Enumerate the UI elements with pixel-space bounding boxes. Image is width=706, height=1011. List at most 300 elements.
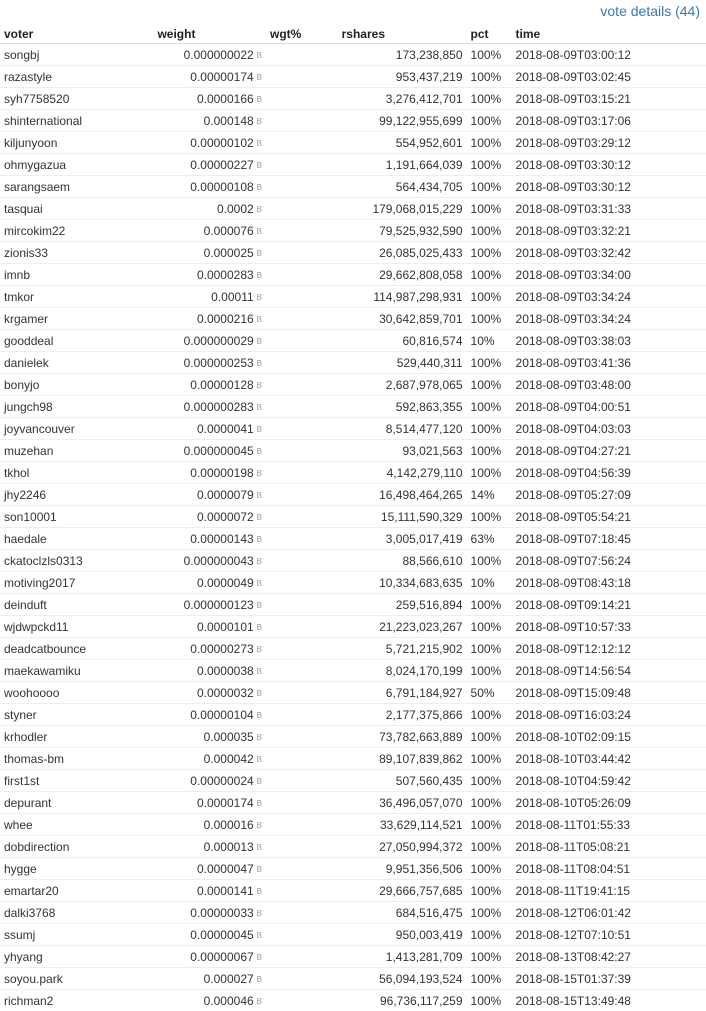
weight-unit: B: [257, 381, 262, 390]
rshares-cell: 953,437,219: [338, 66, 467, 88]
weight-cell: [153, 396, 266, 418]
wgt-pct-cell: [266, 440, 338, 462]
pct-cell: 100%: [467, 242, 512, 264]
pct-cell: 100%: [467, 902, 512, 924]
weight-unit: B: [257, 733, 262, 742]
weight-value: 0.0000166: [197, 92, 254, 106]
weight-value: 0.000046: [204, 994, 254, 1008]
weight-cell: [153, 352, 266, 374]
votes-table: [0, 24, 706, 1011]
weight-cell: [153, 836, 266, 858]
pct-cell: 10%: [467, 572, 512, 594]
pct-cell: 100%: [467, 748, 512, 770]
weight-unit: B: [257, 667, 262, 676]
weight-value: 0.00000102: [190, 136, 253, 150]
weight-unit: B: [257, 931, 262, 940]
weight-cell: [153, 66, 266, 88]
voter-name[interactable]: krhodler: [0, 726, 153, 748]
table-row: [0, 968, 706, 990]
weight-value: 0.0000283: [197, 268, 254, 282]
time-cell: 2018-08-11T19:41:15: [512, 880, 706, 902]
voter-name[interactable]: soyou.park: [0, 968, 153, 990]
weight-cell: [153, 132, 266, 154]
voter-name[interactable]: tasquai: [0, 198, 153, 220]
voter-name[interactable]: styner: [0, 704, 153, 726]
voter-name[interactable]: dobdirection: [0, 836, 153, 858]
wgt-pct-cell: [266, 594, 338, 616]
column-header-wgt-pct: wgt%: [266, 24, 338, 44]
time-cell: 2018-08-09T07:18:45: [512, 528, 706, 550]
table-row: [0, 792, 706, 814]
weight-value: 0.0000174: [197, 796, 254, 810]
rshares-cell: 2,687,978,065: [338, 374, 467, 396]
wgt-pct-cell: [266, 748, 338, 770]
table-row: [0, 440, 706, 462]
rshares-cell: 3,005,017,419: [338, 528, 467, 550]
rshares-cell: 96,736,117,259: [338, 990, 467, 1011]
table-row: [0, 308, 706, 330]
time-cell: 2018-08-15T01:37:39: [512, 968, 706, 990]
rshares-cell: 8,514,477,120: [338, 418, 467, 440]
time-cell: 2018-08-09T03:34:24: [512, 308, 706, 330]
weight-cell: [153, 924, 266, 946]
pct-cell: 100%: [467, 946, 512, 968]
table-row: [0, 418, 706, 440]
weight-unit: B: [257, 755, 262, 764]
rshares-cell: 114,987,298,931: [338, 286, 467, 308]
time-cell: 2018-08-11T05:08:21: [512, 836, 706, 858]
voter-name[interactable]: danielek: [0, 352, 153, 374]
table-row: [0, 660, 706, 682]
column-header-voter: voter: [0, 24, 153, 44]
rshares-cell: 6,791,184,927: [338, 682, 467, 704]
voter-name[interactable]: motiving2017: [0, 572, 153, 594]
weight-unit: B: [257, 469, 262, 478]
weight-unit: B: [257, 491, 262, 500]
table-row: [0, 198, 706, 220]
weight-value: 0.0000038: [197, 664, 254, 678]
table-row: [0, 748, 706, 770]
weight-value: 0.00000067: [190, 950, 253, 964]
time-cell: 2018-08-09T03:29:12: [512, 132, 706, 154]
voter-name[interactable]: gooddeal: [0, 330, 153, 352]
voter-name[interactable]: razastyle: [0, 66, 153, 88]
wgt-pct-cell: [266, 990, 338, 1011]
wgt-pct-cell: [266, 198, 338, 220]
wgt-pct-cell: [266, 132, 338, 154]
voter-name[interactable]: haedale: [0, 528, 153, 550]
weight-cell: [153, 792, 266, 814]
weight-value: 0.0000072: [197, 510, 254, 524]
time-cell: 2018-08-13T08:42:27: [512, 946, 706, 968]
table-row: [0, 286, 706, 308]
table-row: [0, 572, 706, 594]
wgt-pct-cell: [266, 88, 338, 110]
weight-unit: B: [257, 403, 262, 412]
weight-value: 0.00000104: [190, 708, 253, 722]
pct-cell: 100%: [467, 726, 512, 748]
time-cell: 2018-08-09T04:00:51: [512, 396, 706, 418]
weight-cell: [153, 704, 266, 726]
voter-name[interactable]: shinternational: [0, 110, 153, 132]
table-row: [0, 132, 706, 154]
rshares-cell: 93,021,563: [338, 440, 467, 462]
time-cell: 2018-08-09T10:57:33: [512, 616, 706, 638]
rshares-cell: 1,191,664,039: [338, 154, 467, 176]
wgt-pct-cell: [266, 836, 338, 858]
voter-name[interactable]: muzehan: [0, 440, 153, 462]
pct-cell: 100%: [467, 132, 512, 154]
weight-cell: [153, 550, 266, 572]
wgt-pct-cell: [266, 242, 338, 264]
weight-value: 0.0002: [217, 202, 254, 216]
voter-name[interactable]: deinduft: [0, 594, 153, 616]
pct-cell: 100%: [467, 66, 512, 88]
weight-value: 0.00000227: [190, 158, 253, 172]
voter-name[interactable]: maekawamiku: [0, 660, 153, 682]
table-row: [0, 220, 706, 242]
table-row: [0, 374, 706, 396]
weight-unit: B: [257, 425, 262, 434]
voter-name[interactable]: ckatoclzls0313: [0, 550, 153, 572]
table-row: [0, 484, 706, 506]
pct-cell: 100%: [467, 198, 512, 220]
weight-cell: [153, 220, 266, 242]
wgt-pct-cell: [266, 572, 338, 594]
time-cell: 2018-08-09T04:03:03: [512, 418, 706, 440]
rshares-cell: 684,516,475: [338, 902, 467, 924]
rshares-cell: 26,085,025,433: [338, 242, 467, 264]
pct-cell: 100%: [467, 550, 512, 572]
weight-cell: [153, 440, 266, 462]
weight-value: 0.000000022: [184, 48, 254, 62]
weight-unit: B: [257, 139, 262, 148]
wgt-pct-cell: [266, 792, 338, 814]
weight-unit: B: [257, 777, 262, 786]
rshares-cell: 592,863,355: [338, 396, 467, 418]
weight-unit: B: [257, 689, 262, 698]
voter-name[interactable]: ssumj: [0, 924, 153, 946]
weight-value: 0.0000079: [197, 488, 254, 502]
weight-value: 0.0000216: [197, 312, 254, 326]
voter-name[interactable]: songbj: [0, 44, 153, 66]
rshares-cell: 60,816,574: [338, 330, 467, 352]
rshares-cell: 15,111,590,329: [338, 506, 467, 528]
weight-unit: B: [257, 227, 262, 236]
voter-name[interactable]: richman2: [0, 990, 153, 1011]
pct-cell: 14%: [467, 484, 512, 506]
table-row: [0, 594, 706, 616]
voter-name[interactable]: joyvancouver: [0, 418, 153, 440]
voter-name[interactable]: jhy2246: [0, 484, 153, 506]
pct-cell: 100%: [467, 924, 512, 946]
rshares-cell: 4,142,279,110: [338, 462, 467, 484]
weight-cell: [153, 638, 266, 660]
time-cell: 2018-08-09T03:30:12: [512, 176, 706, 198]
rshares-cell: 56,094,193,524: [338, 968, 467, 990]
weight-unit: B: [257, 117, 262, 126]
wgt-pct-cell: [266, 286, 338, 308]
rshares-cell: 564,434,705: [338, 176, 467, 198]
wgt-pct-cell: [266, 418, 338, 440]
pct-cell: 63%: [467, 528, 512, 550]
weight-value: 0.00011: [211, 290, 254, 304]
pct-cell: 100%: [467, 770, 512, 792]
weight-unit: B: [257, 447, 262, 456]
weight-unit: B: [257, 249, 262, 258]
weight-unit: B: [257, 337, 262, 346]
weight-cell: [153, 176, 266, 198]
pct-cell: 100%: [467, 110, 512, 132]
pct-cell: 100%: [467, 616, 512, 638]
voter-name[interactable]: depurant: [0, 792, 153, 814]
wgt-pct-cell: [266, 616, 338, 638]
pct-cell: 100%: [467, 858, 512, 880]
rshares-cell: 259,516,894: [338, 594, 467, 616]
voter-name[interactable]: thomas-bm: [0, 748, 153, 770]
weight-value: 0.00000033: [190, 906, 253, 920]
weight-unit: B: [257, 843, 262, 852]
voter-name[interactable]: first1st: [0, 770, 153, 792]
weight-cell: [153, 572, 266, 594]
weight-cell: [153, 616, 266, 638]
weight-cell: [153, 308, 266, 330]
pct-cell: 100%: [467, 704, 512, 726]
wgt-pct-cell: [266, 154, 338, 176]
time-cell: 2018-08-10T04:59:42: [512, 770, 706, 792]
wgt-pct-cell: [266, 858, 338, 880]
weight-value: 0.0000047: [197, 862, 254, 876]
time-cell: 2018-08-15T13:49:48: [512, 990, 706, 1011]
voter-name[interactable]: jungch98: [0, 396, 153, 418]
weight-value: 0.00000024: [190, 774, 253, 788]
weight-cell: [153, 770, 266, 792]
table-row: [0, 814, 706, 836]
pct-cell: 100%: [467, 594, 512, 616]
voter-name[interactable]: sarangsaem: [0, 176, 153, 198]
table-row: [0, 682, 706, 704]
time-cell: 2018-08-09T03:31:33: [512, 198, 706, 220]
voter-name[interactable]: whee: [0, 814, 153, 836]
weight-cell: [153, 528, 266, 550]
vote-details-link[interactable]: vote details (44): [600, 3, 700, 19]
voter-name[interactable]: deadcatbounce: [0, 638, 153, 660]
weight-unit: B: [257, 557, 262, 566]
weight-value: 0.000076: [204, 224, 254, 238]
voter-name[interactable]: yhyang: [0, 946, 153, 968]
weight-value: 0.000000283: [184, 400, 254, 414]
time-cell: 2018-08-09T03:32:21: [512, 220, 706, 242]
wgt-pct-cell: [266, 704, 338, 726]
table-row: [0, 528, 706, 550]
time-cell: 2018-08-09T03:41:36: [512, 352, 706, 374]
time-cell: 2018-08-09T09:14:21: [512, 594, 706, 616]
voter-name[interactable]: hygge: [0, 858, 153, 880]
voter-name[interactable]: emartar20: [0, 880, 153, 902]
weight-value: 0.0000141: [197, 884, 254, 898]
wgt-pct-cell: [266, 176, 338, 198]
pct-cell: 100%: [467, 660, 512, 682]
time-cell: 2018-08-09T03:48:00: [512, 374, 706, 396]
weight-value: 0.0000032: [197, 686, 254, 700]
column-header-time: time: [512, 24, 706, 44]
time-cell: 2018-08-09T03:00:12: [512, 44, 706, 66]
table-row: [0, 550, 706, 572]
weight-cell: [153, 990, 266, 1011]
table-row: [0, 242, 706, 264]
rshares-cell: 173,238,850: [338, 44, 467, 66]
rshares-cell: 89,107,839,862: [338, 748, 467, 770]
weight-value: 0.000042: [204, 752, 254, 766]
rshares-cell: 1,413,281,709: [338, 946, 467, 968]
wgt-pct-cell: [266, 396, 338, 418]
rshares-cell: 79,525,932,590: [338, 220, 467, 242]
pct-cell: 100%: [467, 88, 512, 110]
wgt-pct-cell: [266, 550, 338, 572]
weight-cell: [153, 506, 266, 528]
weight-cell: [153, 154, 266, 176]
wgt-pct-cell: [266, 462, 338, 484]
rshares-cell: 88,566,610: [338, 550, 467, 572]
rshares-cell: 33,629,114,521: [338, 814, 467, 836]
voter-name[interactable]: tkhol: [0, 462, 153, 484]
time-cell: 2018-08-09T03:02:45: [512, 66, 706, 88]
voter-name[interactable]: krgamer: [0, 308, 153, 330]
rshares-cell: 21,223,023,267: [338, 616, 467, 638]
table-row: [0, 726, 706, 748]
weight-unit: B: [257, 293, 262, 302]
weight-cell: [153, 682, 266, 704]
voter-name[interactable]: tmkor: [0, 286, 153, 308]
time-cell: 2018-08-09T05:27:09: [512, 484, 706, 506]
weight-unit: B: [257, 711, 262, 720]
weight-unit: B: [257, 73, 262, 82]
voter-name[interactable]: zionis33: [0, 242, 153, 264]
voter-name[interactable]: imnb: [0, 264, 153, 286]
rshares-cell: 9,951,356,506: [338, 858, 467, 880]
time-cell: 2018-08-09T08:43:18: [512, 572, 706, 594]
weight-value: 0.000025: [204, 246, 254, 260]
table-row: [0, 264, 706, 286]
wgt-pct-cell: [266, 902, 338, 924]
weight-cell: [153, 198, 266, 220]
time-cell: 2018-08-11T08:04:51: [512, 858, 706, 880]
pct-cell: 100%: [467, 44, 512, 66]
weight-value: 0.00000198: [190, 466, 253, 480]
rshares-cell: 8,024,170,199: [338, 660, 467, 682]
rshares-cell: 27,050,994,372: [338, 836, 467, 858]
weight-cell: [153, 880, 266, 902]
column-header-weight: weight: [153, 24, 266, 44]
wgt-pct-cell: [266, 374, 338, 396]
rshares-cell: 30,642,859,701: [338, 308, 467, 330]
time-cell: 2018-08-10T02:09:15: [512, 726, 706, 748]
weight-unit: B: [257, 909, 262, 918]
voter-name[interactable]: ohmygazua: [0, 154, 153, 176]
table-row: [0, 990, 706, 1011]
voter-name[interactable]: mircokim22: [0, 220, 153, 242]
time-cell: 2018-08-09T03:34:00: [512, 264, 706, 286]
wgt-pct-cell: [266, 308, 338, 330]
table-row: [0, 176, 706, 198]
pct-cell: 100%: [467, 154, 512, 176]
weight-value: 0.0000101: [197, 620, 254, 634]
pct-cell: 100%: [467, 308, 512, 330]
table-row: [0, 154, 706, 176]
weight-unit: B: [257, 579, 262, 588]
rshares-cell: 950,003,419: [338, 924, 467, 946]
table-row: [0, 110, 706, 132]
time-cell: 2018-08-09T03:38:03: [512, 330, 706, 352]
votes-table-body: [0, 44, 706, 1011]
rshares-cell: 5,721,215,902: [338, 638, 467, 660]
weight-value: 0.0000049: [197, 576, 254, 590]
time-cell: 2018-08-09T07:56:24: [512, 550, 706, 572]
voter-name[interactable]: dalki3768: [0, 902, 153, 924]
weight-cell: [153, 88, 266, 110]
voter-name[interactable]: kiljunyoon: [0, 132, 153, 154]
weight-unit: B: [257, 271, 262, 280]
pct-cell: 100%: [467, 418, 512, 440]
pct-cell: 50%: [467, 682, 512, 704]
voter-name[interactable]: son10001: [0, 506, 153, 528]
weight-cell: [153, 946, 266, 968]
weight-unit: B: [257, 161, 262, 170]
weight-unit: B: [257, 865, 262, 874]
time-cell: 2018-08-09T04:27:21: [512, 440, 706, 462]
pct-cell: 100%: [467, 836, 512, 858]
time-cell: 2018-08-09T03:17:06: [512, 110, 706, 132]
voter-name[interactable]: bonyjo: [0, 374, 153, 396]
table-row: [0, 770, 706, 792]
weight-value: 0.000013: [204, 840, 254, 854]
wgt-pct-cell: [266, 330, 338, 352]
weight-cell: [153, 814, 266, 836]
table-row: [0, 924, 706, 946]
voter-name[interactable]: wjdwpckd11: [0, 616, 153, 638]
pct-cell: 100%: [467, 638, 512, 660]
wgt-pct-cell: [266, 352, 338, 374]
weight-value: 0.00000045: [190, 928, 253, 942]
time-cell: 2018-08-10T03:44:42: [512, 748, 706, 770]
pct-cell: 100%: [467, 396, 512, 418]
weight-cell: [153, 418, 266, 440]
voter-name[interactable]: woohoooo: [0, 682, 153, 704]
table-row: [0, 836, 706, 858]
time-cell: 2018-08-09T16:03:24: [512, 704, 706, 726]
column-header-pct: pct: [467, 24, 512, 44]
rshares-cell: 36,496,057,070: [338, 792, 467, 814]
table-row: [0, 902, 706, 924]
table-row: [0, 396, 706, 418]
weight-value: 0.000027: [204, 972, 254, 986]
wgt-pct-cell: [266, 946, 338, 968]
wgt-pct-cell: [266, 528, 338, 550]
voter-name[interactable]: syh7758520: [0, 88, 153, 110]
top-bar: [0, 0, 706, 24]
time-cell: 2018-08-09T03:34:24: [512, 286, 706, 308]
weight-unit: B: [257, 601, 262, 610]
pct-cell: 100%: [467, 506, 512, 528]
weight-cell: [153, 242, 266, 264]
weight-value: 0.000000045: [184, 444, 254, 458]
time-cell: 2018-08-12T06:01:42: [512, 902, 706, 924]
weight-cell: [153, 44, 266, 66]
time-cell: 2018-08-10T05:26:09: [512, 792, 706, 814]
weight-unit: B: [257, 953, 262, 962]
table-row: [0, 44, 706, 66]
wgt-pct-cell: [266, 968, 338, 990]
